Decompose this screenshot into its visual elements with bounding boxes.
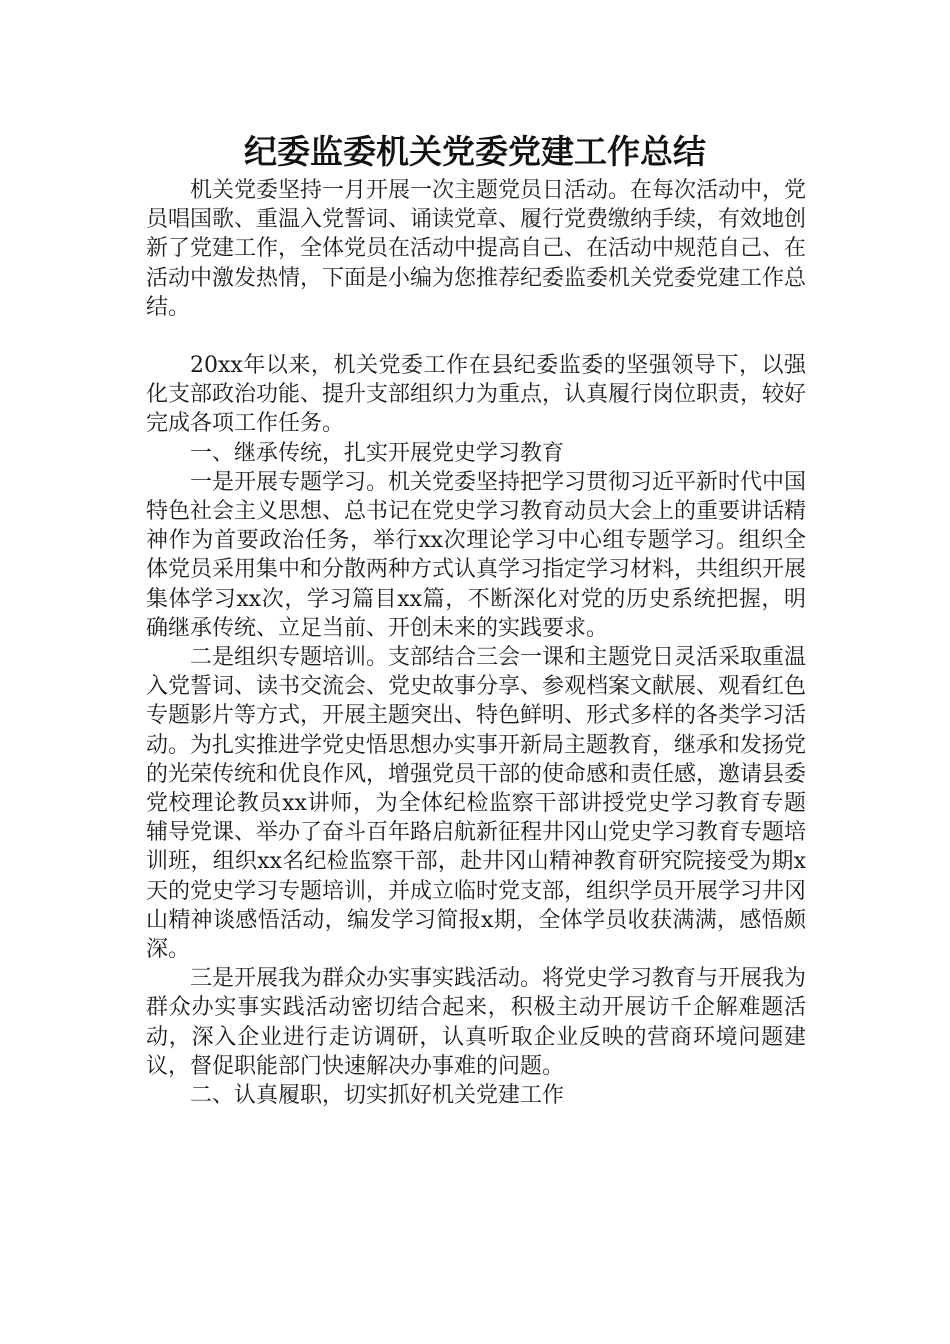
overview-paragraph: 20xx年以来，机关党委工作在县纪委监委的坚强领导下，以强化支部政治功能、提升支部组织力为重点，认真履行岗位职责，较好完成各项工作任务。	[146, 353, 807, 437]
paragraph-training: 二是组织专题培训。支部结合三会一课和主题党日灵活采取重温入党誓词、读书交流会、党史故事分享、参观档案文献展、观看红色专题影片等方式，开展主题突出、特色鲜明、形式多样的各类学习活动。为扎实推进学党史悟思想办实事开新局主题教育，继承和发扬党的光荣传统和优良作风，增强党员干部的使命感和责任感，邀请县委党校理论教员xx讲师，为全体纪检监察干部讲授党史学习教育专题辅导党课、举办了奋斗百年路启航新征程井冈山党史学习教育专题培训班，组织xx名纪检监察干部，赴井冈山精神教育研究院接受为期x天的党史学习专题培训，并成立临时党支部，组织学员开展学习井冈山精神谈感悟活动，编发学习简报x期，全体学员收获满满，感悟颇深。	[146, 645, 807, 963]
document-title: 纪委监委机关党委党建工作总结	[244, 132, 706, 171]
section-heading-1: 一、继承传统，扎实开展党史学习教育	[190, 440, 565, 466]
section-heading-2: 二、认真履职，切实抓好机关党建工作	[190, 1083, 565, 1109]
paragraph-practice: 三是开展我为群众办实事实践活动。将党史学习教育与开展我为群众办实事实践活动密切结合起来，积极主动开展访千企解难题活动，深入企业进行走访调研，认真听取企业反映的营商环境问题建议，督促职能部门快速解决办事难的问题。	[146, 966, 807, 1079]
intro-paragraph: 机关党委坚持一月开展一次主题党员日活动。在每次活动中，党员唱国歌、重温入党誓词、诵读党章、履行党费缴纳手续，有效地创新了党建工作，全体党员在活动中提高自己、在活动中规范自己、在活动中激发热情，下面是小编为您推荐纪委监委机关党委党建工作总结。	[146, 178, 807, 320]
document-body	[146, 176, 806, 1110]
paragraph-study: 一是开展专题学习。机关党委坚持把学习贯彻习近平新时代中国特色社会主义思想、总书记在党史学习教育动员大会上的重要讲话精神作为首要政治任务，举行xx次理论学习中心组专题学习。组织全体党员采用集中和分散两种方式认真学习指定学习材料，共组织开展集体学习xx次，学习篇目xx篇，不断深化对党的历史系统把握，明确继承传统、立足当前、开创未来的实践要求。	[146, 469, 807, 641]
